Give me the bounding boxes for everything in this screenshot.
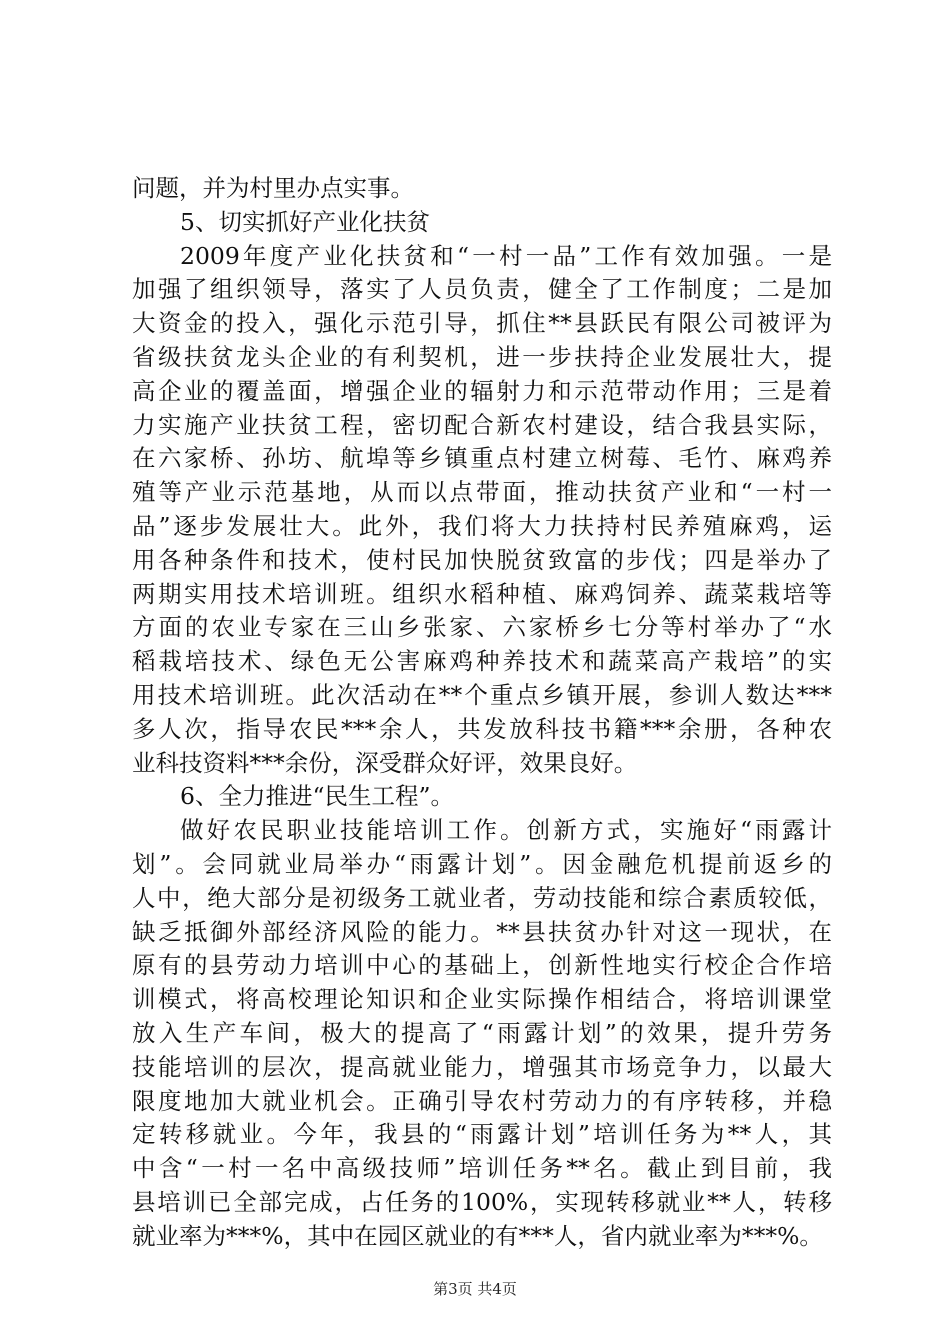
text-line: 问题，并为村里办点实事。: [132, 174, 414, 202]
text-line: 高企业的覆盖面，增强企业的辐射力和示范带动作用；三是着: [132, 376, 832, 405]
text-line: 加强了组织领导，落实了人员负责，健全了工作制度；二是加: [132, 275, 832, 304]
document-body: [132, 172, 832, 1254]
text-line: 稻栽培技术、绿色无公害麻鸡种养技术和蔬菜高产栽培”的实: [132, 647, 832, 676]
text-line: 中含“一村一名中高级技师”培训任务**名。截止到目前，我: [132, 1154, 832, 1183]
text-line: 就业率为***%，其中在园区就业的有***人，省内就业率为***%。: [132, 1221, 823, 1250]
text-line: 2009年度产业化扶贫和“一村一品”工作有效加强。一是: [180, 241, 832, 270]
text-line: 在六家桥、孙坊、航埠等乡镇重点村建立树莓、毛竹、麻鸡养: [132, 444, 832, 473]
text-line: 技能培训的层次，提高就业能力，增强其市场竞争力，以最大: [132, 1052, 832, 1081]
text-line: 力实施产业扶贫工程，密切配合新农村建设，结合我县实际，: [132, 410, 832, 439]
text-line: 放入生产车间，极大的提高了“雨露计划”的效果，提升劳务: [132, 1018, 832, 1047]
text-line: 训模式，将高校理论知识和企业实际操作相结合，将培训课堂: [132, 985, 832, 1014]
text-line: 人中，绝大部分是初级务工就业者，劳动技能和综合素质较低，: [132, 883, 832, 912]
text-line: 方面的农业专家在三山乡张家、六家桥乡七分等村举办了“水: [132, 613, 832, 642]
text-line: 品”逐步发展壮大。此外，我们将大力扶持村民养殖麻鸡，运: [132, 511, 832, 540]
text-line: 省级扶贫龙头企业的有利契机，进一步扶持企业发展壮大，提: [132, 342, 832, 371]
text-line: 大资金的投入，强化示范引导，抓住**县跃民有限公司被评为: [132, 309, 832, 338]
text-line: 缺乏抵御外部经济风险的能力。**县扶贫办针对这一现状，在: [132, 917, 832, 946]
section-heading: 6、全力推进“民生工程”。: [180, 782, 454, 811]
text-line: 原有的县劳动力培训中心的基础上，创新性地实行校企合作培: [132, 951, 832, 980]
text-line: 县培训已全部完成，占任务的100%，实现转移就业**人，转移: [132, 1187, 832, 1216]
text-line: 划”。会同就业局举办“雨露计划”。因金融危机提前返乡的: [132, 849, 832, 878]
text-line: 殖等产业示范基地，从而以点带面，推动扶贫产业和“一村一: [132, 478, 832, 507]
text-line: 两期实用技术培训班。组织水稻种植、麻鸡饲养、蔬菜栽培等: [132, 579, 832, 608]
text-line: 定转移就业。今年，我县的“雨露计划”培训任务为**人，其: [132, 1120, 832, 1149]
text-line: 业科技资料***余份，深受群众好评，效果良好。: [132, 748, 638, 777]
text-line: 做好农民职业技能培训工作。创新方式，实施好“雨露计: [180, 816, 832, 845]
text-line: 用各种条件和技术，使村民加快脱贫致富的步伐；四是举办了: [132, 545, 832, 574]
text-line: 多人次，指导农民***余人，共发放科技书籍***余册，各种农: [132, 714, 832, 743]
text-line: 用技术培训班。此次活动在**个重点乡镇开展，参训人数达***: [132, 680, 832, 709]
page-footer: 第3页 共4页: [433, 1280, 517, 1298]
text-line: 限度地加大就业机会。正确引导农村劳动力的有序转移，并稳: [132, 1086, 832, 1115]
section-heading: 5、切实抓好产业化扶贫: [180, 207, 430, 236]
